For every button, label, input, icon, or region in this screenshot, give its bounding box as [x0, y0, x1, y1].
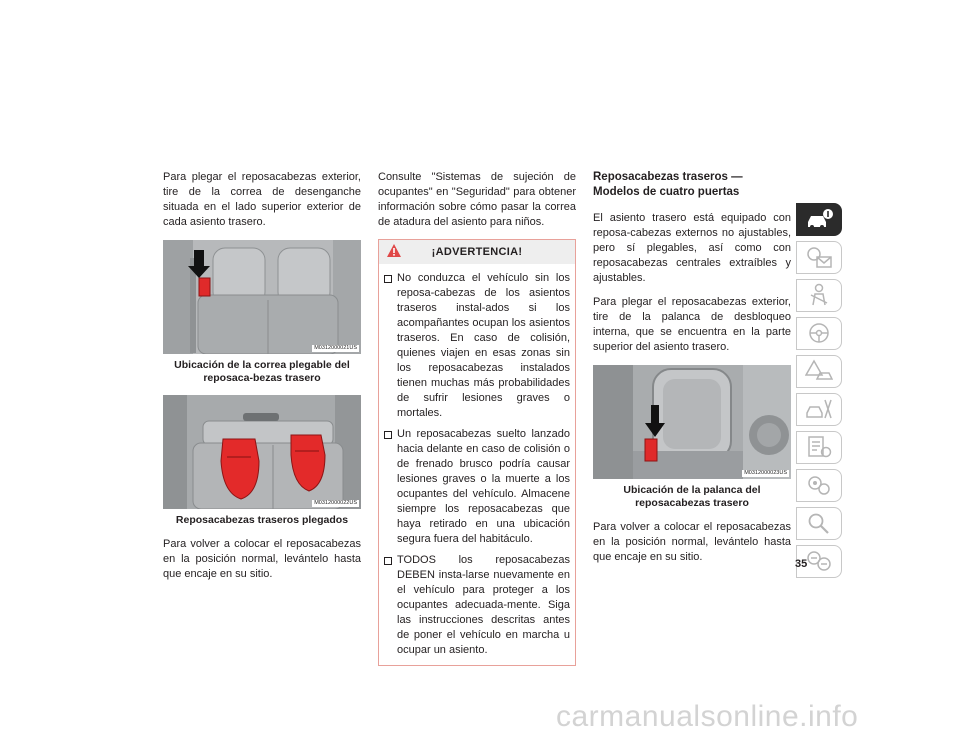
checkbox-bullet-icon	[384, 557, 392, 565]
envelope-icon	[805, 245, 833, 269]
tab-driving[interactable]	[796, 317, 842, 350]
seat-strap-illustration	[163, 240, 361, 354]
technical-specs-icon	[805, 473, 833, 497]
warning-item	[384, 427, 570, 547]
chapter-tabs	[796, 203, 842, 583]
page-number: 35	[795, 558, 808, 570]
footer-watermark[interactable]: carmanualsonline.info	[556, 700, 859, 733]
tab-checklist[interactable]	[796, 431, 842, 464]
col1-intro: Para plegar el reposacabezas exterior, tire de la correa de desenganche situada en el lado superior exterior de cada asiento trasero.	[163, 171, 361, 228]
tab-search[interactable]	[796, 507, 842, 540]
section-heading: Reposacabezas traseros — Modelos de cuatro puertas	[593, 171, 743, 198]
tab-car-info[interactable]	[796, 203, 842, 236]
figure-code: M0312000021US	[314, 345, 357, 351]
col3-para3: Para volver a colocar el reposacabezas en la posición normal, levántelo hasta que encaje en su sitio.	[593, 521, 791, 563]
figure-code: M0312000022US	[314, 500, 357, 506]
tab-safety[interactable]	[796, 279, 842, 312]
column-1	[163, 170, 361, 582]
tab-specs[interactable]	[796, 469, 842, 502]
col3-para2: Para plegar el reposacabezas exterior, tire de la palanca de desbloqueo interna, que se encuentra en la parte superior del asiento trasero.	[593, 296, 791, 353]
languages-icon	[805, 549, 833, 573]
col3-para1: El asiento trasero está equipado con reposa-cabezas externos no ajustables, pero sí plegables, así como con reposacabezas centrales extraíbles y ajustables.	[593, 212, 791, 284]
column-2	[378, 170, 576, 666]
checklist-icon	[805, 435, 833, 459]
warning-item	[384, 271, 570, 421]
tab-messages[interactable]	[796, 241, 842, 274]
figure-lever-location	[593, 365, 791, 479]
warning-box	[378, 239, 576, 666]
column-3	[593, 170, 791, 565]
checkbox-bullet-icon	[384, 275, 392, 283]
folded-headrests-illustration	[163, 395, 361, 509]
warning-header	[379, 240, 575, 264]
warning-car-icon	[805, 359, 833, 383]
warning-item-text: No conduzca el vehículo sin los reposa-cabezas de los asientos traseros instal-ados si los acompañantes ocupan los asientos traseros. En caso de colisión, quienes viajen en esas zonas sin los reposacabezas instalados tienen muchas más probabilidades de sufrir lesiones graves o mortales.	[397, 272, 570, 419]
warning-item-text: TODOS los reposacabezas DEBEN insta-larse nuevamente en el vehículo para proteger a los ocupantes adecuada-mente. Siga las instrucciones descritas antes de poner el vehículo en marcha u ocupar un asiento.	[397, 554, 570, 656]
warning-title: ¡ADVERTENCIA!	[431, 246, 523, 258]
steering-wheel-icon	[805, 321, 833, 345]
checkbox-bullet-icon	[384, 431, 392, 439]
warning-item	[384, 553, 570, 658]
car-tools-icon	[805, 397, 833, 421]
figure-caption: Ubicación de la correa plegable del reposaca-bezas trasero	[174, 359, 350, 384]
lever-illustration	[593, 365, 791, 479]
figure-strap-location	[163, 240, 361, 354]
figure-folded-headrests	[163, 395, 361, 509]
safety-person-icon	[805, 283, 833, 307]
warning-list	[379, 264, 575, 665]
car-info-icon	[805, 207, 833, 231]
col2-intro: Consulte "Sistemas de sujeción de ocupantes" en "Seguridad" para obtener información sobre cómo pasar la correa de atadura del asiento para niños.	[378, 171, 576, 228]
tab-emergency[interactable]	[796, 355, 842, 388]
tab-maintenance[interactable]	[796, 393, 842, 426]
col1-outro: Para volver a colocar el reposacabezas en la posición normal, levántelo hasta que encaje en su sitio.	[163, 538, 361, 580]
figure-code: M0312000023US	[744, 470, 787, 476]
figure-caption: Ubicación de la palanca del reposacabezas trasero	[623, 484, 761, 509]
search-icon	[805, 511, 833, 535]
warning-item-text: Un reposacabezas suelto lanzado hacia delante en caso de colisión o de frenado brusco podría causar lesiones graves o la muerte a los ocupantes del vehículo. Almacene siempre los reposacabezas que haya retirado en una ubicación segura fuera del habitáculo.	[397, 428, 570, 545]
figure-caption: Reposacabezas traseros plegados	[175, 514, 349, 526]
